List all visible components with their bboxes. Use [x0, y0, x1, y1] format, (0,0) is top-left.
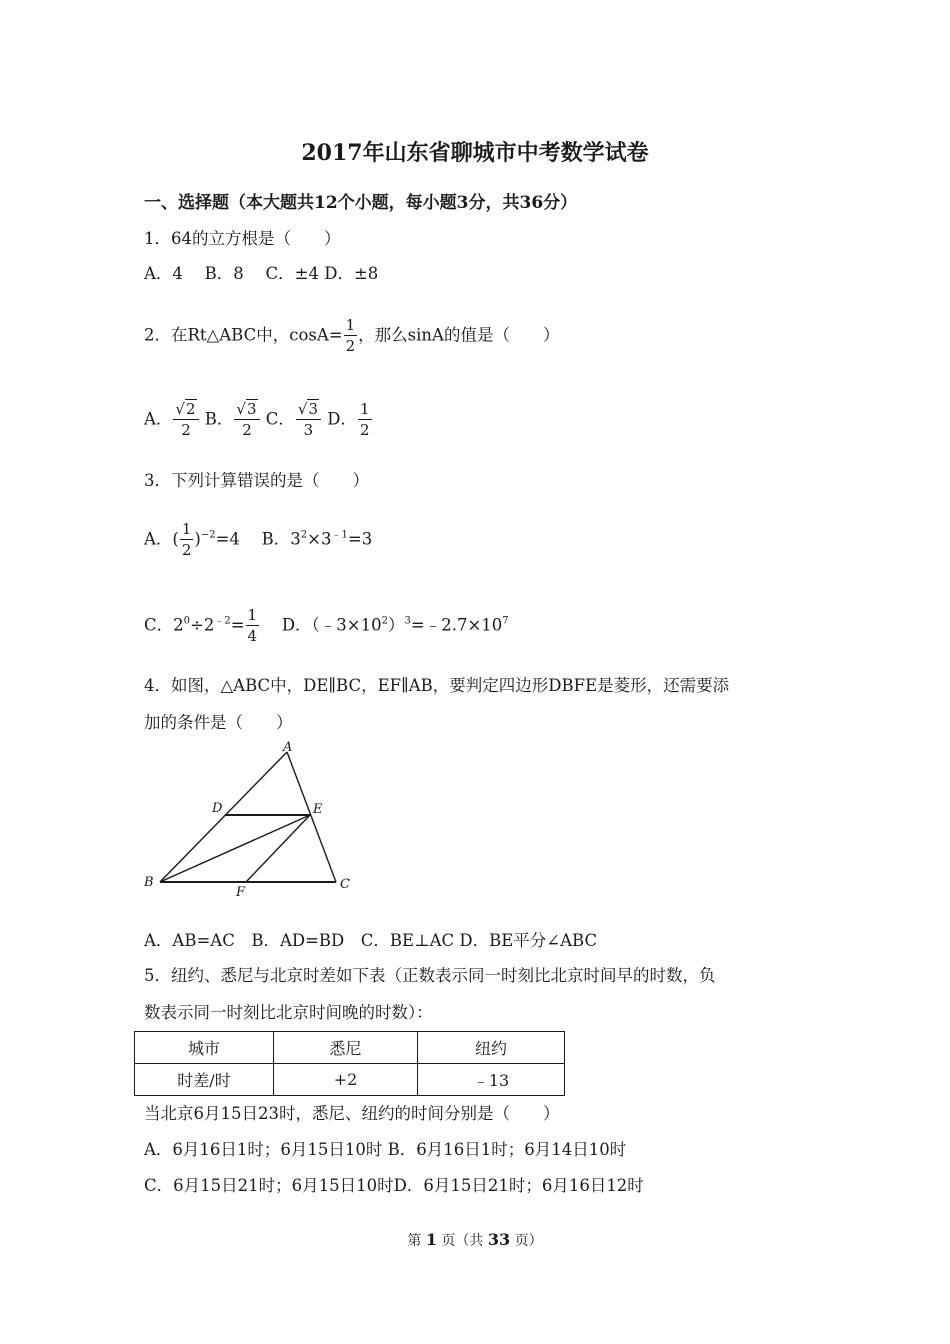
- q1-stem: 1．64的立方根是（ ）: [144, 229, 341, 248]
- q3-options-cd: [144, 608, 509, 644]
- q3-opt-a-label: A．: [144, 529, 173, 549]
- table-row: [135, 1064, 565, 1096]
- q2-cos-fraction: [344, 318, 358, 354]
- exponent: 3: [404, 615, 411, 627]
- total-pages: 33: [487, 1230, 511, 1249]
- denominator: 2: [181, 541, 192, 559]
- q4-options: A．AB=AC B．AD=BD C．BE⊥AC D．BE平分∠ABC: [144, 931, 598, 950]
- table-cell: 时差/时: [135, 1064, 274, 1096]
- q2-opt-d-label: D．: [322, 409, 357, 429]
- numerator: √3: [296, 402, 321, 420]
- q3-opt-c-mid: ÷2: [190, 615, 215, 635]
- q3-opt-d-rest: =﹣2.7×10: [410, 615, 503, 635]
- q2-stem-a: 2．在Rt△ABC中，cosA=: [144, 325, 343, 345]
- q5-options-cd: C．6月15日21时；6月15日10时D．6月15日21时；6月16日12时: [144, 1176, 644, 1195]
- exponent: 2: [300, 529, 308, 541]
- q3-opt-b-mid: ×3: [307, 529, 332, 549]
- radicand: 3: [308, 400, 318, 418]
- q5-stem-line1: 5．纽约、悉尼与北京时差如下表（正数表示同一时刻比北京时间早的时数，负: [144, 966, 716, 985]
- q3-opt-d-label: D．（﹣3×10: [260, 615, 382, 635]
- label-c: C: [340, 877, 350, 892]
- numerator: 1: [247, 606, 258, 624]
- q3-opt-c-fraction: [246, 608, 260, 644]
- triangle-figure: [138, 740, 368, 900]
- q3-opt-c-label: C．2: [144, 615, 184, 635]
- q2-opt-b-label: B．: [199, 409, 234, 429]
- denominator: 3: [303, 421, 314, 439]
- table-cell: ﹣13: [418, 1064, 565, 1096]
- numerator: 1: [345, 316, 356, 334]
- table-cell: 城市: [135, 1032, 274, 1064]
- table-cell: 纽约: [418, 1032, 565, 1064]
- q3-opt-d-mid: ）: [388, 615, 405, 635]
- page-title: 2017年山东省聊城市中考数学试卷: [301, 140, 649, 166]
- exponent: 0: [183, 615, 190, 627]
- label-b: B: [144, 875, 154, 890]
- label-d: D: [212, 801, 223, 816]
- q3-options-ab: A．( $\frac{1}{2}$ )$^{-2}$=4 B．$3^2\times 3^{﹣1}=3$: [144, 520, 373, 559]
- q1-options: A．4 B．8 C．±4 D．±8: [144, 264, 379, 283]
- q2-opt-c-label: C．: [260, 409, 295, 429]
- label-e: E: [313, 802, 323, 817]
- page-footer: [0, 1230, 950, 1250]
- footer-mid: 页（共: [436, 1233, 488, 1249]
- exponent: 2: [381, 615, 388, 627]
- exponent: ﹣2: [214, 615, 231, 627]
- q2-stem-b: ，那么sinA的值是（ ）: [358, 325, 560, 345]
- q2-opt-a-label: A．: [144, 409, 173, 429]
- table-cell: +2: [274, 1064, 418, 1096]
- label-a: A: [283, 740, 293, 755]
- segment-ab: [160, 752, 287, 882]
- denominator: 4: [247, 627, 258, 645]
- segment-ac: [287, 752, 336, 882]
- page-number: 1: [425, 1230, 437, 1249]
- time-difference-table: [134, 1031, 565, 1096]
- q2-opt-a-fraction: [173, 402, 198, 438]
- q4-stem-line2: 加的条件是（ ）: [144, 713, 293, 732]
- q3-opt-a-rest: =4 B．3: [215, 529, 301, 549]
- q2-opt-b-fraction: [234, 402, 259, 438]
- q2-options: [144, 402, 373, 438]
- q3-stem: 3．下列计算错误的是（ ）: [144, 471, 369, 490]
- segment-be: [160, 815, 310, 882]
- q3-opt-c-eq: =: [230, 615, 245, 635]
- q5-options-ab: A．6月16日1时；6月15日10时 B．6月16日1时；6月14日10时: [144, 1140, 627, 1159]
- footer-post: 页）: [510, 1233, 543, 1249]
- q4-stem-line1: 4．如图，△ABC中，DE∥BC，EF∥AB，要判定四边形DBFE是菱形，还需要添: [144, 676, 730, 695]
- exponent: 7: [502, 615, 509, 627]
- numerator: √3: [234, 402, 259, 420]
- q2-stem: [144, 318, 559, 354]
- q3-opt-a-fraction: [180, 522, 194, 558]
- q3-opt-b-rest: =3: [347, 529, 373, 549]
- q5-stem-line2: 数表示同一时刻比北京时间晚的时数）：: [144, 1003, 433, 1022]
- numerator: √2: [173, 402, 198, 420]
- label-f: F: [236, 885, 246, 900]
- exponent: −2: [200, 529, 216, 541]
- radicand: 2: [185, 400, 196, 418]
- table-row: [135, 1032, 565, 1064]
- denominator: 2: [345, 337, 356, 355]
- footer-pre: 第: [407, 1233, 426, 1249]
- table-cell: 悉尼: [274, 1032, 418, 1064]
- denominator: 2: [242, 421, 252, 439]
- q5-question: 当北京6月15日23时，悉尼、纽约的时间分别是（ ）: [144, 1104, 560, 1123]
- q2-opt-d-fraction: [358, 402, 372, 438]
- segment-ef: [246, 815, 310, 882]
- radicand: 3: [246, 400, 257, 418]
- denominator: 2: [359, 421, 370, 439]
- section-heading: 一、选择题（本大题共12个小题，每小题3分，共36分）: [144, 193, 578, 213]
- numerator: 1: [359, 400, 370, 418]
- numerator: 1: [181, 520, 192, 538]
- exponent: ﹣1: [331, 529, 348, 541]
- q2-opt-c-fraction: [296, 402, 321, 438]
- denominator: 2: [181, 421, 191, 439]
